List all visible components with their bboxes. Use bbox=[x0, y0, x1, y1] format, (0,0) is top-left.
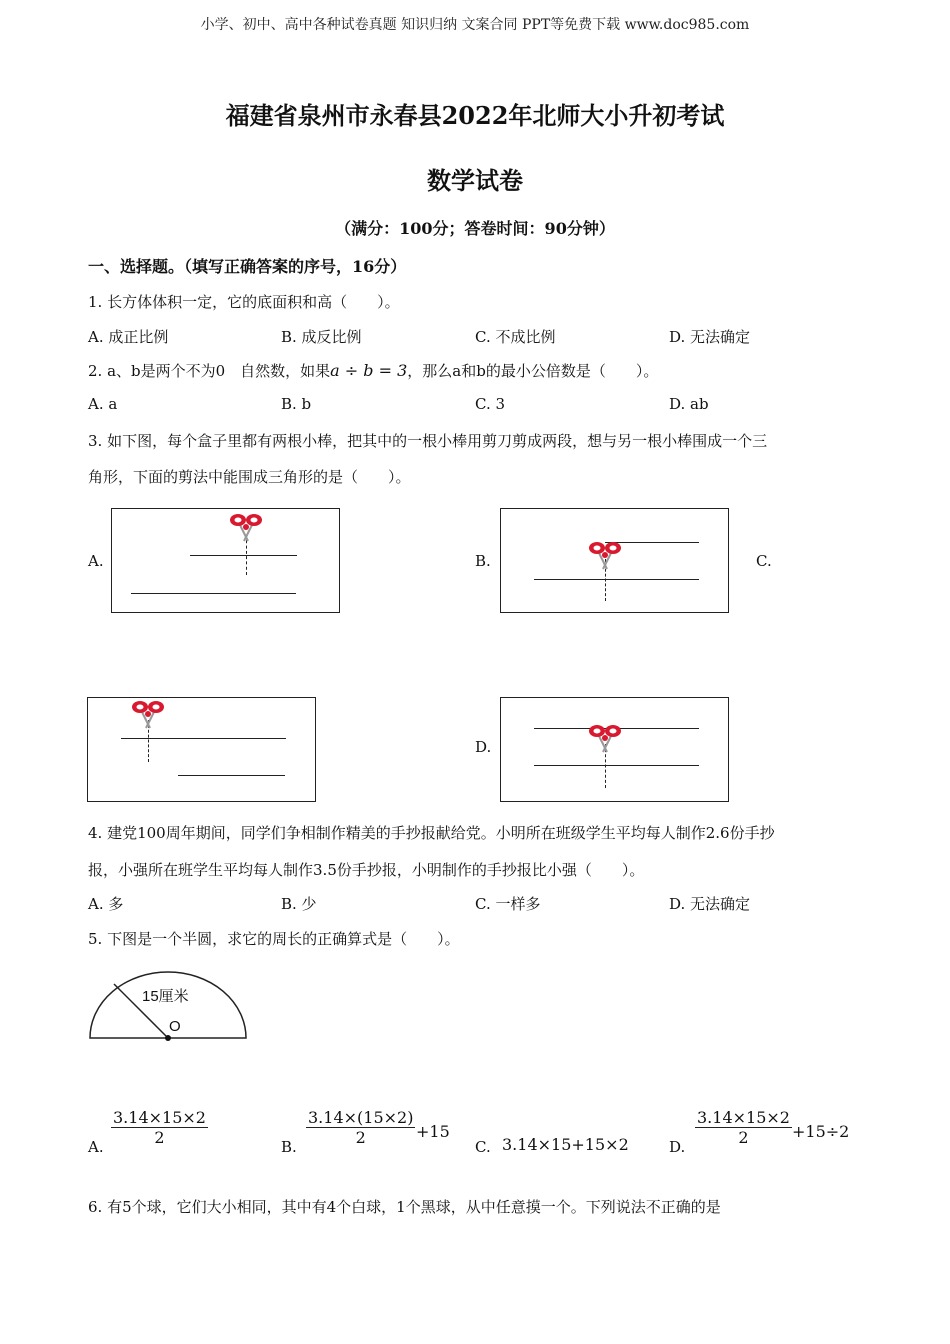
question-2 bbox=[88, 360, 658, 381]
question-6: 6. 有5个球，它们大小相同，其中有4个白球，1个黑球，从中任意摸一个。下列说法不正确的是 bbox=[88, 1198, 721, 1216]
q1-option-a: A. 成正比例 bbox=[88, 328, 169, 346]
q2-option-b: B. b bbox=[281, 395, 312, 413]
exam-title: 福建省泉州市永春县2022年北师大小升初考试 bbox=[225, 101, 725, 130]
fraction-numerator: 3.14×15×2 bbox=[697, 1108, 790, 1127]
q5-label-d: D. bbox=[669, 1138, 686, 1156]
stick-lower bbox=[178, 775, 285, 776]
q4-option-c: C. 一样多 bbox=[475, 895, 541, 913]
fraction-numerator: 3.14×15×2 bbox=[113, 1108, 206, 1127]
stick-lower bbox=[131, 593, 296, 594]
center-label: O bbox=[169, 1018, 181, 1035]
question-4-line-2: 报，小强所在班学生平均每人制作3.5份手抄报，小明制作的手抄报比小强（ ）。 bbox=[88, 861, 645, 879]
q4-option-d: D. 无法确定 bbox=[669, 895, 751, 913]
exam-info: （满分：100分；答卷时间：90分钟） bbox=[335, 219, 615, 238]
fraction-numerator: 3.14×(15×2) bbox=[308, 1108, 414, 1127]
question-3-line-1: 3. 如下图，每个盒子里都有两根小棒，把其中的一根小棒用剪刀剪成两段，想与另一根小棒围成一个三 bbox=[88, 432, 768, 450]
question-1: 1. 长方体体积一定，它的底面积和高（ ）。 bbox=[88, 293, 400, 311]
exam-subject: 数学试卷 bbox=[427, 166, 523, 195]
q5-option-d-tail: +15÷2 bbox=[792, 1122, 850, 1141]
q3-box-d bbox=[500, 697, 729, 802]
scissors-icon bbox=[585, 722, 625, 758]
q5-label-a: A. bbox=[88, 1138, 104, 1156]
q2-option-a: A. a bbox=[88, 395, 118, 413]
question-4-line-1: 4. 建党100周年期间，同学们争相制作精美的手抄报献给党。小明所在班级学生平均每人制作2.6份手抄 bbox=[88, 824, 775, 842]
q3-label-c: C. bbox=[756, 552, 772, 570]
q5-option-b-fraction bbox=[306, 1108, 415, 1147]
stick-upper bbox=[190, 555, 297, 556]
fraction-denominator: 2 bbox=[355, 1128, 366, 1147]
q3-box-c bbox=[87, 697, 316, 802]
scissors-icon bbox=[128, 698, 168, 734]
stick-upper bbox=[121, 738, 286, 739]
semicircle-figure bbox=[86, 968, 250, 1044]
stick-lower bbox=[534, 579, 699, 580]
q5-label-b: B. bbox=[281, 1138, 297, 1156]
center-point bbox=[165, 1035, 171, 1041]
q2-text-b: ，那么a和b的最小公倍数是（ ）。 bbox=[407, 362, 659, 380]
q2-text-a: 2. a、b是两个不为0 自然数，如果 bbox=[88, 362, 331, 380]
fraction-denominator: 2 bbox=[154, 1128, 165, 1147]
q4-option-a: A. 多 bbox=[88, 895, 124, 913]
section-heading: 一、选择题。（填写正确答案的序号，16分） bbox=[88, 257, 407, 276]
scissors-icon bbox=[585, 539, 625, 575]
page-header: 小学、初中、高中各种试卷真题 知识归纳 文案合同 PPT等免费下载 www.doc985.com bbox=[200, 17, 750, 33]
q5-label-c: C. bbox=[475, 1138, 491, 1156]
q1-option-c: C. 不成比例 bbox=[475, 328, 556, 346]
q5-option-d-fraction bbox=[695, 1108, 792, 1147]
question-3-line-2: 角形，下面的剪法中能围成三角形的是（ ）。 bbox=[88, 468, 411, 486]
q2-formula: a ÷ b = 3 bbox=[330, 361, 408, 380]
semicircle bbox=[90, 972, 246, 1038]
q4-option-b: B. 少 bbox=[281, 895, 317, 913]
q3-label-d: D. bbox=[475, 738, 492, 756]
radius-label: 15厘米 bbox=[142, 988, 189, 1005]
q3-box-b bbox=[500, 508, 729, 613]
q5-option-b-tail: +15 bbox=[416, 1122, 450, 1141]
q3-label-b: B. bbox=[475, 552, 491, 570]
fraction-denominator: 2 bbox=[738, 1128, 749, 1147]
q5-option-a-fraction bbox=[111, 1108, 208, 1147]
q2-option-d: D. ab bbox=[669, 395, 709, 413]
q1-option-b: B. 成反比例 bbox=[281, 328, 362, 346]
question-5: 5. 下图是一个半圆，求它的周长的正确算式是（ ）。 bbox=[88, 930, 460, 948]
stick-lower bbox=[534, 765, 699, 766]
q1-option-d: D. 无法确定 bbox=[669, 328, 751, 346]
scissors-icon bbox=[226, 511, 266, 547]
q2-option-c: C. 3 bbox=[475, 395, 506, 413]
q3-label-a: A. bbox=[88, 552, 104, 570]
q5-option-c-expr: 3.14×15+15×2 bbox=[502, 1135, 629, 1154]
q3-box-a bbox=[111, 508, 340, 613]
